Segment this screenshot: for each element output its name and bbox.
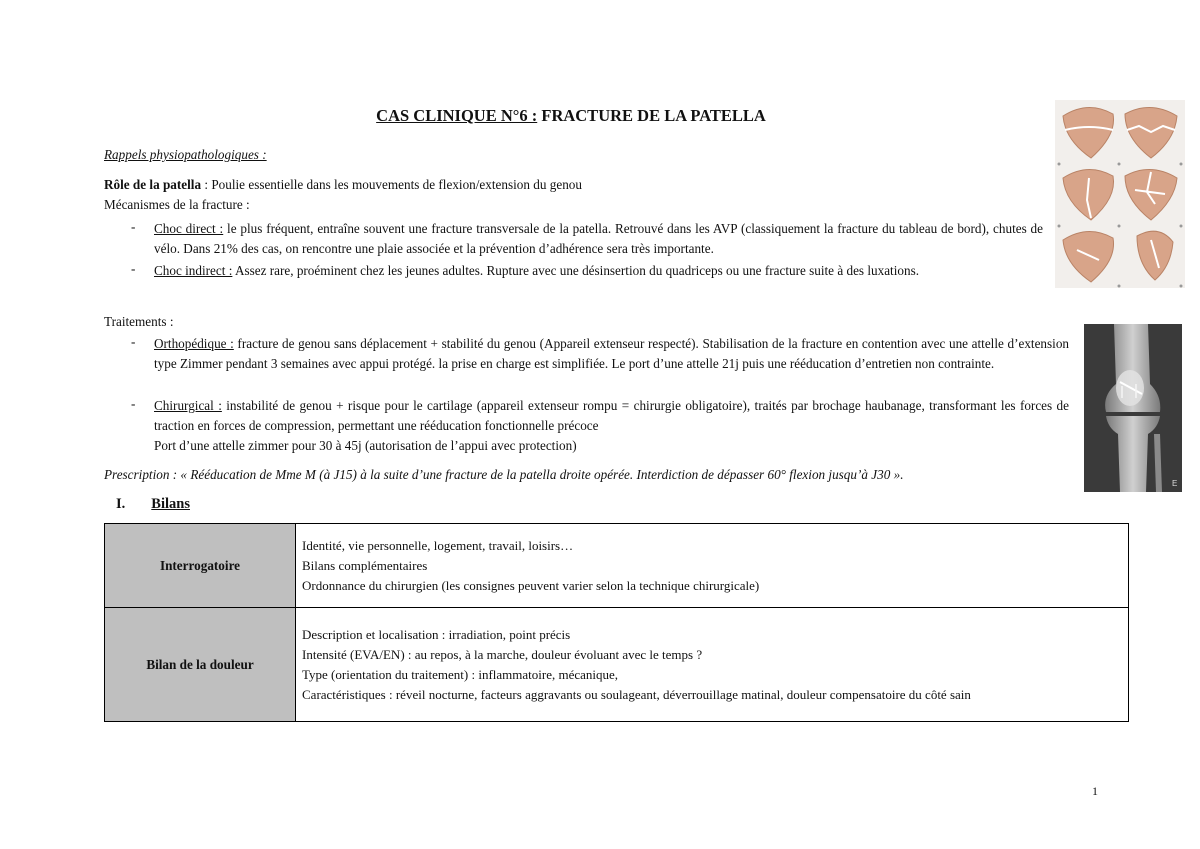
choc-indirect-text: Assez rare, proéminent chez les jeunes adultes. Rupture avec une désinsertion du quadriceps ou une fracture suite à des luxations.: [232, 263, 919, 278]
row-line: Bilans complémentaires: [302, 557, 428, 573]
row-line: Intensité (EVA/EN) : au repos, à la marche, douleur évoluant avec le temps ?: [302, 646, 703, 662]
title-rest: FRACTURE DE LA PATELLA: [537, 106, 766, 125]
orthopedique-item: [154, 334, 1069, 374]
row-line: Type (orientation du traitement) : inflammatoire, mécanique,: [302, 666, 619, 682]
choc-direct-label: Choc direct :: [154, 221, 224, 236]
bullet-dash: -: [131, 261, 136, 276]
role-label: Rôle de la patella: [104, 177, 202, 192]
row-content: [296, 524, 1129, 608]
row-header: Bilan de la douleur: [105, 608, 296, 722]
bullet-dash: -: [131, 334, 136, 349]
chirurgical-line2: Port d’une attelle zimmer pour 30 à 45j (autorisation de l’appui avec protection): [154, 438, 577, 453]
bullet-dash: -: [131, 396, 136, 411]
knee-xray-image: [1084, 324, 1182, 492]
section-heading: [116, 496, 190, 513]
chirurgical-label: Chirurgical :: [154, 398, 222, 413]
chirurgical-text: instabilité de genou + risque pour le cartilage (appareil extenseur rompu = chirurgie obligatoire), traités par brochage haubanage, transformant les forces de traction en forces de compression, permettant une rééducation fonctionnelle précoce: [154, 398, 1069, 433]
chirurgical-item: [154, 396, 1069, 456]
svg-text:E: E: [1172, 479, 1178, 488]
orthopedique-text: fracture de genou sans déplacement + stabilité du genou (Appareil extenseur respecté). Stabilisation de la fracture en contention avec une attelle d’extension type Zimmer pendant 3 semaines avec appui protégé. la prise en charge est simplifiée. Le port d’une attelle 21j puis une rééducation d’entretien non contrainte.: [154, 336, 1070, 371]
row-header: Interrogatoire: [105, 524, 296, 608]
page-number: 1: [1092, 784, 1098, 798]
section-number: I.: [116, 496, 126, 512]
choc-direct-item: [154, 219, 1043, 259]
section-title: Bilans: [151, 496, 190, 512]
rappels-heading: Rappels physiopathologiques :: [104, 147, 267, 162]
table-row: [105, 608, 1129, 722]
choc-direct-text: le plus fréquent, entraîne souvent une fracture transversale de la patella. Retrouvé dans les AVP (classiquement la fracture du tableau de bord), chutes de vélo. Dans 21% des cas, on rencontre une plaie associée et la prévention d’adhérence sera très importante.: [154, 221, 1044, 256]
orthopedique-label: Orthopédique :: [154, 336, 234, 351]
row-line: Caractéristiques : réveil nocturne, facteurs aggravants ou soulageant, déverrouillage matinal, douleur compensatoire du côté sain: [302, 686, 971, 702]
page-title: [0, 106, 1142, 126]
choc-indirect-item: [154, 261, 1043, 281]
table-row: [105, 524, 1129, 608]
title-prefix: CAS CLINIQUE N°6 :: [376, 106, 538, 125]
bullet-dash: -: [131, 219, 136, 234]
patella-fracture-illustration: [1055, 100, 1185, 288]
role-paragraph: [104, 175, 582, 195]
choc-indirect-label: Choc indirect :: [154, 263, 233, 278]
traitements-heading: Traitements :: [104, 314, 174, 329]
row-line: Identité, vie personnelle, logement, travail, loisirs…: [302, 537, 574, 553]
prescription: Prescription : « Rééducation de Mme M (à J15) à la suite d’une fracture de la patella droite opérée. Interdiction de dépasser 60° flexion jusqu’à J30 ».: [104, 467, 904, 482]
mecanismes-heading: Mécanismes de la fracture :: [104, 197, 250, 212]
row-line: Description et localisation : irradiation, point précis: [302, 626, 571, 642]
row-content: [296, 608, 1129, 722]
row-line: Ordonnance du chirurgien (les consignes peuvent varier selon la technique chirurgicale): [302, 577, 760, 593]
role-text: : Poulie essentielle dans les mouvements de flexion/extension du genou: [201, 177, 582, 192]
bilans-table: [104, 523, 1129, 722]
